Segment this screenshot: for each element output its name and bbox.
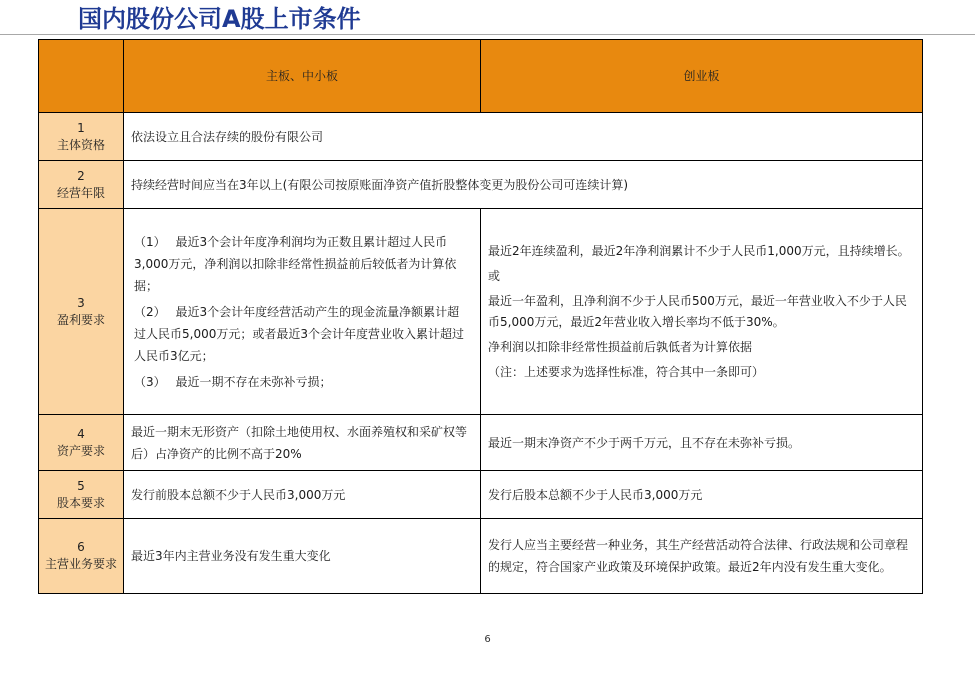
row-label: 主营业务要求 [44,557,117,571]
row-label: 盈利要求 [56,312,105,327]
row-header-cell [39,209,124,415]
title-divider [0,34,975,35]
header-corner-cell [39,40,124,113]
listing-conditions-table [38,39,923,594]
header-main-board: 主板、中小板 [124,40,481,113]
profit-criterion: （3） 最近一期不存在未弥补亏损； [134,374,332,389]
row-header-cell [39,161,124,209]
row-label: 股本要求 [56,495,105,510]
row-number: 1 [77,120,85,135]
main-board-cell: 最近一期末无形资产（扣除土地使用权、水面养殖权和采矿权等后）占净资产的比例不高于20% [124,415,481,471]
table-row [39,161,923,209]
header-chinext: 创业板 [481,40,923,113]
table-header-row [39,40,923,113]
table-row [39,415,923,471]
merged-cell: 依法设立且合法存续的股份有限公司 [124,113,923,161]
page-title: 国内股份公司A股上市条件 [78,5,361,33]
row-header-cell [39,415,124,471]
row-header-cell [39,113,124,161]
profit-criterion: （1） 最近3个会计年度净利润均为正数且累计超过人民币3,000万元，净利润以扣除非经常性损益前后较低者为计算依据； [134,234,457,293]
profit-criterion: 或 [488,268,501,283]
row-label: 主体资格 [56,137,105,152]
merged-cell: 持续经营时间应当在3年以上(有限公司按原账面净资产值折股整体变更为股份公司可连续计算) [124,161,923,209]
row-label: 资产要求 [56,443,105,458]
row-number: 3 [77,295,85,310]
chinext-cell: 发行后股本总额不少于人民币3,000万元 [481,471,923,519]
page-number: 6 [484,634,491,645]
selection-note: （注：上述要求为选择性标准，符合其中一条即可） [488,364,765,379]
main-board-cell: 发行前股本总额不少于人民币3,000万元 [124,471,481,519]
profit-criterion: （2） 最近3个会计年度经营活动产生的现金流量净额累计超过人民币5,000万元；或者最近3个会计年度营业收入累计超过人民币3亿元； [134,304,464,363]
table-row [39,113,923,161]
row-number: 2 [77,168,85,183]
main-board-cell: 最近3年内主营业务没有发生重大变化 [124,519,481,594]
profit-criterion: 净利润以扣除非经常性损益前后孰低者为计算依据 [488,339,753,354]
table-row [39,471,923,519]
row-number: 5 [77,478,85,493]
main-board-cell [124,209,481,415]
row-number: 6 [77,540,85,554]
table-row [39,209,923,415]
profit-criterion: 最近2年连续盈利，最近2年净利润累计不少于人民币1,000万元，且持续增长。 [488,243,910,258]
chinext-cell [481,209,923,415]
row-header-cell [39,519,124,594]
chinext-cell: 发行人应当主要经营一种业务，其生产经营活动符合法律、行政法规和公司章程的规定，符合国家产业政策及环境保护政策。最近2年内没有发生重大变化。 [481,519,923,594]
chinext-cell: 最近一期末净资产不少于两千万元，且不存在未弥补亏损。 [481,415,923,471]
row-number: 4 [77,426,85,441]
row-label: 经营年限 [56,185,105,200]
table-row [39,519,923,594]
row-header-cell [39,471,124,519]
profit-criterion: 最近一年盈利，且净利润不少于人民币500万元，最近一年营业收入不少于人民币5,000万元，最近2年营业收入增长率均不低于30%。 [488,293,907,329]
